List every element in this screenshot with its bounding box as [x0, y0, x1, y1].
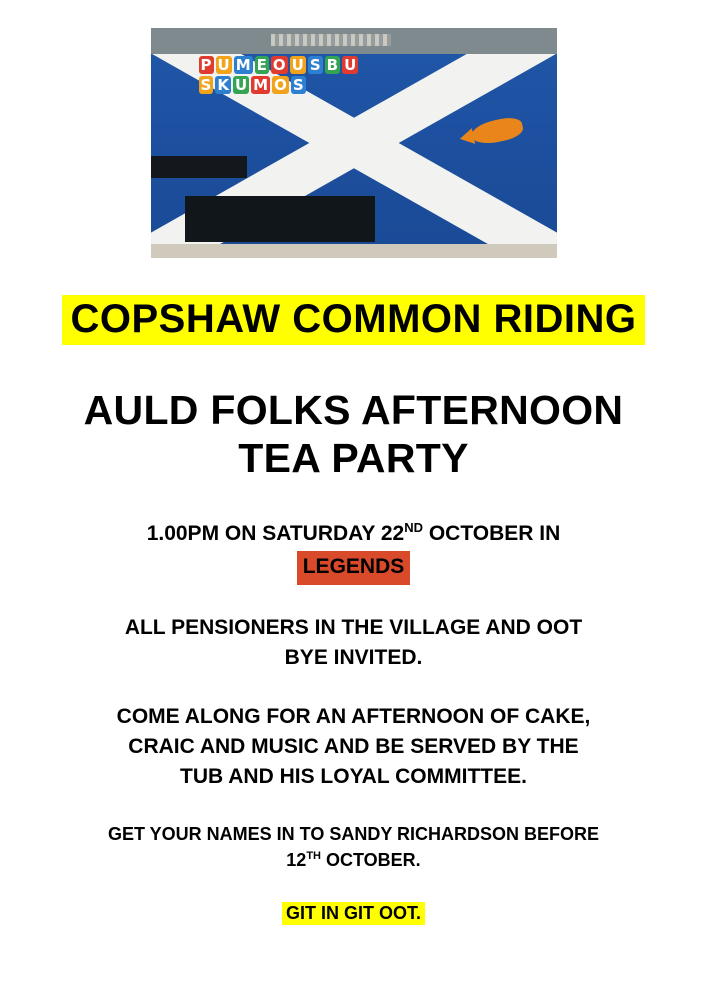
- banner-letter: E: [256, 56, 267, 74]
- banner-letter: S: [200, 76, 212, 94]
- banner-letter: U: [217, 56, 230, 74]
- rsvp-deadline-day: 12: [286, 849, 307, 870]
- banner-letter: U: [344, 56, 357, 74]
- body-text: [44, 702, 664, 793]
- event-venue-line: [34, 549, 674, 584]
- event-when: [34, 519, 674, 585]
- banner-letter: M: [235, 56, 251, 74]
- banner-letter: P: [200, 56, 212, 74]
- event-datetime-line: [34, 519, 674, 549]
- photo-floor: [151, 244, 557, 258]
- photo-bench: [185, 196, 375, 242]
- banner-letter: O: [272, 56, 286, 74]
- closing-line: [282, 903, 425, 924]
- banner-letter: U: [234, 76, 248, 94]
- rsvp-ordinal: TH: [306, 849, 321, 862]
- banner-letter: S: [309, 56, 321, 74]
- banner-letter: K: [217, 76, 229, 94]
- banner-letter: U: [291, 56, 304, 74]
- event-time-date: 1.00PM ON SATURDAY 22: [146, 521, 405, 545]
- rsvp-line-1: GET YOUR NAMES IN TO SANDY RICHARDSON BEFORE: [107, 823, 600, 844]
- body-line-2: CRAIC AND MUSIC AND BE SERVED BY THE: [128, 734, 579, 758]
- poster-title: [62, 296, 644, 342]
- body-line-1: COME ALONG FOR AN AFTERNOON OF CAKE,: [116, 704, 591, 728]
- banner-letter: S: [292, 76, 304, 94]
- photo-shelf: [151, 156, 247, 178]
- headline-line-2: TEA PARTY: [238, 435, 469, 482]
- invitation-line-2: BYE INVITED.: [284, 646, 423, 670]
- invitation-text: [44, 613, 664, 674]
- poster-headline: [34, 386, 674, 483]
- poster-title-text: COPSHAW COMMON RIDING: [62, 295, 644, 345]
- headline-line-1: AULD FOLKS AFTERNOON: [83, 387, 624, 433]
- body-line-3: TUB AND HIS LOYAL COMMITTEE.: [180, 765, 527, 789]
- banner-letter: M: [253, 76, 269, 94]
- banner-letter: B: [326, 56, 339, 74]
- saltire-flag-photo: [151, 28, 557, 258]
- rsvp-month: OCTOBER.: [321, 849, 421, 870]
- closing-text: GIT IN GIT OOT.: [282, 902, 425, 925]
- banner-letter: O: [274, 76, 287, 94]
- invitation-line-1: ALL PENSIONERS IN THE VILLAGE AND OOT: [124, 615, 583, 639]
- rsvp-text: [34, 821, 674, 873]
- date-ordinal: ND: [404, 519, 424, 535]
- event-when-suffix: OCTOBER IN: [423, 521, 561, 545]
- rsvp-line-2: [34, 847, 674, 873]
- photo-top-strip: [151, 28, 557, 54]
- banner-letters: [199, 56, 369, 120]
- event-venue: LEGENDS: [297, 551, 411, 584]
